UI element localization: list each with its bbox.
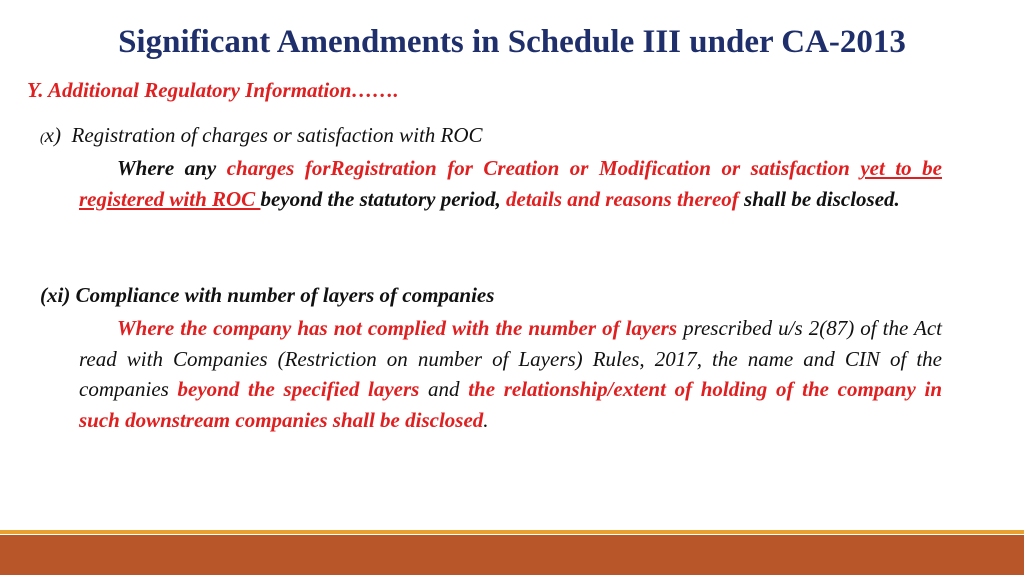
section-x-text-3: yet to be registered with ROC bbox=[79, 156, 942, 211]
footer-band bbox=[0, 535, 1024, 575]
slide-subtitle: Y. Additional Regulatory Information……. bbox=[27, 78, 399, 102]
section-x-paren: ( bbox=[40, 131, 45, 146]
section-x-text-5: details and reasons thereof bbox=[506, 186, 739, 211]
section-xi-text-5: the relationship/extent of holding of the company in such downstream companies shall be disclosed bbox=[79, 377, 943, 432]
section-x-heading bbox=[40, 123, 483, 148]
section-x-title: Registration of charges or satisfaction with ROC bbox=[71, 123, 483, 147]
section-xi-text-2: prescribed u/s 2(87) of the Act read with Companies (Restriction on number of Layers) Rules, 2017, the name and CIN of the companies bbox=[79, 316, 943, 401]
section-xi-paragraph bbox=[79, 313, 942, 435]
section-xi-heading: (xi) Compliance with number of layers of companies bbox=[40, 283, 495, 307]
section-x-paragraph bbox=[79, 153, 942, 214]
section-xi-text-6: . bbox=[483, 407, 489, 432]
section-xi-text-3: beyond the specified layers bbox=[177, 377, 420, 401]
footer-rule bbox=[0, 530, 1024, 534]
section-x-number: x) bbox=[44, 123, 61, 147]
slide-title: Significant Amendments in Schedule III under CA-2013 bbox=[118, 24, 906, 60]
section-x-text-1: Where any bbox=[117, 156, 227, 180]
section-xi-text-4: and bbox=[419, 377, 469, 401]
section-xi-text-1: Where the company has not complied with the number of layers bbox=[117, 316, 677, 340]
section-x-text-2: charges forRegistration for Creation or Modification or satisfaction bbox=[226, 156, 861, 180]
section-x-text-6: shall be disclosed. bbox=[738, 186, 900, 211]
section-x-text-4: beyond the statutory period, bbox=[260, 186, 507, 211]
